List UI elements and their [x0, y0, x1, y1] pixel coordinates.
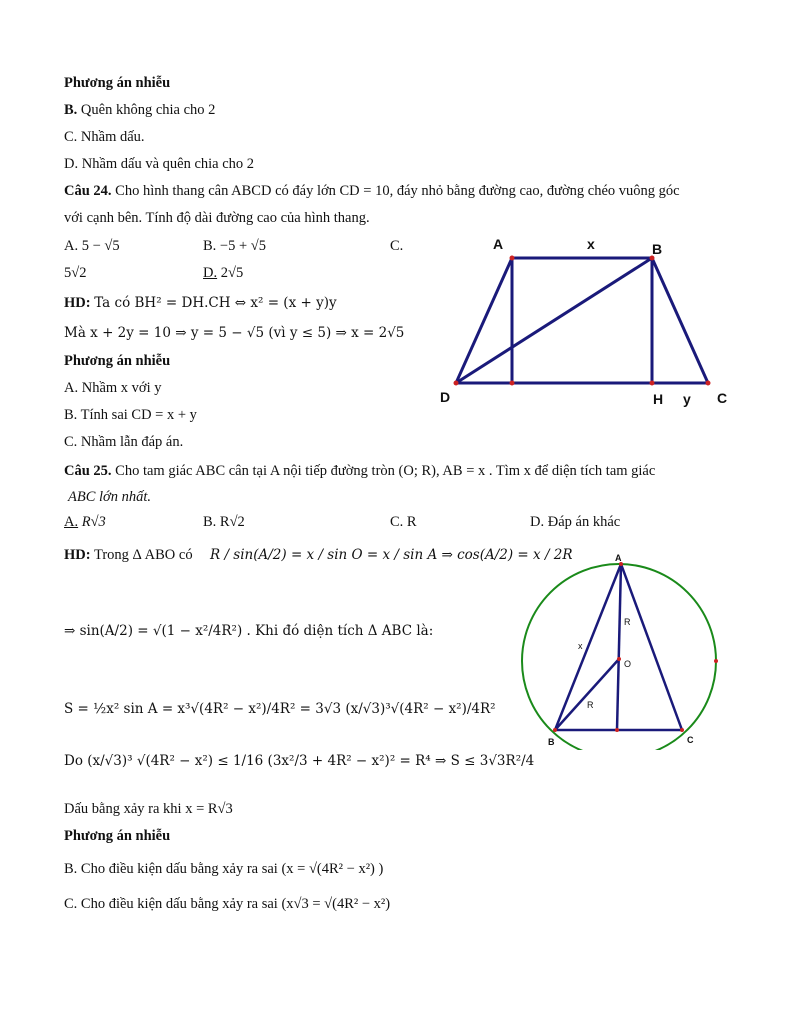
- q24-option-c-label: C.: [390, 238, 404, 254]
- point-h: [650, 381, 655, 386]
- q25-text1: Cho tam giác ABC cân tại A nội tiếp đường tròn (O; R), AB = x . Tìm x để diện tích tam giác: [115, 463, 656, 479]
- radius-ob: [555, 659, 619, 730]
- distractor-b-label: B.: [64, 102, 78, 118]
- label-x-ab: x: [578, 641, 583, 651]
- q24-option-a: A. 5 − √5: [64, 238, 120, 254]
- label-r-oa: R: [624, 617, 631, 627]
- q25-do-label: Do: [64, 753, 83, 769]
- point-d: [454, 381, 459, 386]
- q24-statement-line1: [64, 182, 680, 200]
- q24-option-d-value: 2√5: [220, 265, 244, 281]
- q25-option-d: D. Đáp án khác: [530, 514, 621, 530]
- altitude-a: [617, 564, 621, 730]
- q25-statement-line2: ABC lớn nhất.: [68, 489, 152, 505]
- label-d: D: [440, 389, 451, 405]
- distractor-c: C. Nhầm dấu.: [64, 129, 145, 145]
- label-o: O: [624, 659, 632, 669]
- q25-solution-line2: ⇒ sin(A/2) = √(1 − x²/4R²) . Khi đó diện tích Δ ABC là:: [64, 623, 434, 639]
- midpoint-bc: [615, 728, 619, 732]
- q25-solution-line1: [64, 546, 193, 564]
- q24-option-d-label: D.: [203, 265, 218, 281]
- label-c: C: [687, 735, 694, 745]
- label-r-ob: R: [587, 700, 594, 710]
- q25-distractor-b: B. Cho điều kiện dấu bằng xảy ra sai (x = √(4R² − x²) ): [64, 861, 384, 877]
- q25-solution-eq1: R / sin(A/2) = x / sin O = x / sin A ⇒ cos(A/2) = x / 2R: [210, 547, 573, 563]
- q25-option-a-value: R√3: [81, 514, 106, 530]
- q25-option-b: B. R√2: [203, 514, 245, 530]
- q24-option-d: [203, 264, 243, 282]
- q24-option-b: B. −5 + √5: [203, 238, 266, 254]
- circle-figure: [515, 550, 730, 750]
- q25-equality-condition: Dấu bằng xảy ra khi x = R√3: [64, 801, 233, 817]
- q24-distractor-a: A. Nhầm x với y: [64, 380, 162, 396]
- distractor-b: [64, 101, 215, 119]
- q24-option-c-value: 5√2: [64, 265, 87, 281]
- distractor-heading-1: Phương án nhiễu: [64, 75, 171, 91]
- edge-ac: [621, 564, 682, 730]
- label-a: A: [615, 553, 622, 563]
- point-b: [553, 728, 557, 732]
- label-b: B: [548, 737, 555, 747]
- q24-distractor-heading: Phương án nhiễu: [64, 353, 171, 369]
- label-b: B: [652, 241, 663, 257]
- q25-hd-label: HD:: [64, 547, 91, 563]
- q25-label: Câu 25.: [64, 463, 112, 479]
- q24-solution-line2: Mà x + 2y = 10 ⇒ y = 5 − √5 (vì y ≤ 5) ⇒ x = 2√5: [64, 325, 405, 341]
- label-y: y: [683, 391, 691, 407]
- point-c: [706, 381, 711, 386]
- distractor-d: D. Nhầm dấu và quên chia cho 2: [64, 156, 255, 172]
- label-a: A: [493, 236, 504, 252]
- q25-inequality-text: (x/√3)³ √(4R² − x²) ≤ 1/16 (3x²/3 + 4R² − x²)² = R⁴ ⇒ S ≤ 3√3R²/4: [87, 753, 535, 769]
- q25-option-a: [64, 513, 106, 531]
- q24-label: Câu 24.: [64, 183, 112, 199]
- trapezoid-figure: [430, 232, 740, 412]
- q25-distractor-c: C. Cho điều kiện dấu bằng xảy ra sai (x√3 = √(4R² − x²): [64, 896, 391, 912]
- label-x: x: [587, 236, 595, 252]
- q25-option-c: C. R: [390, 514, 417, 530]
- q24-solution-line1: [64, 294, 337, 312]
- q24-distractor-b: B. Tính sai CD = x + y: [64, 407, 197, 423]
- circle-point: [714, 659, 718, 663]
- q24-hd-text: Ta có BH² = DH.CH ⇔ x² = (x + y)y: [94, 295, 337, 311]
- point-a: [510, 256, 515, 261]
- q25-hd-intro: Trong Δ ABO có: [93, 547, 193, 563]
- point-c: [680, 728, 684, 732]
- edge-bc: [652, 258, 708, 383]
- q24-statement-line2: với cạnh bên. Tính độ dài đường cao của hình thang.: [64, 210, 370, 226]
- q25-inequality: [64, 752, 534, 770]
- q25-option-a-label: A.: [64, 514, 79, 530]
- q24-distractor-c: C. Nhầm lẫn đáp án.: [64, 434, 184, 450]
- point-o: [617, 657, 621, 661]
- q24-hd-label: HD:: [64, 295, 91, 311]
- foot-from-a: [510, 381, 515, 386]
- q25-statement-line1: [64, 462, 655, 480]
- distractor-b-text: Quên không chia cho 2: [80, 102, 216, 118]
- label-h: H: [653, 391, 664, 407]
- label-c: C: [717, 390, 728, 406]
- q25-area-formula: S = ½x² sin A = x³√(4R² − x²)/4R² = 3√3 (x/√3)³√(4R² − x²)/4R²: [64, 701, 496, 717]
- q24-text1: Cho hình thang cân ABCD có đáy lớn CD = 10, đáy nhỏ bằng đường cao, đường chéo vuông góc: [115, 183, 680, 199]
- q25-distractor-heading: Phương án nhiễu: [64, 828, 171, 844]
